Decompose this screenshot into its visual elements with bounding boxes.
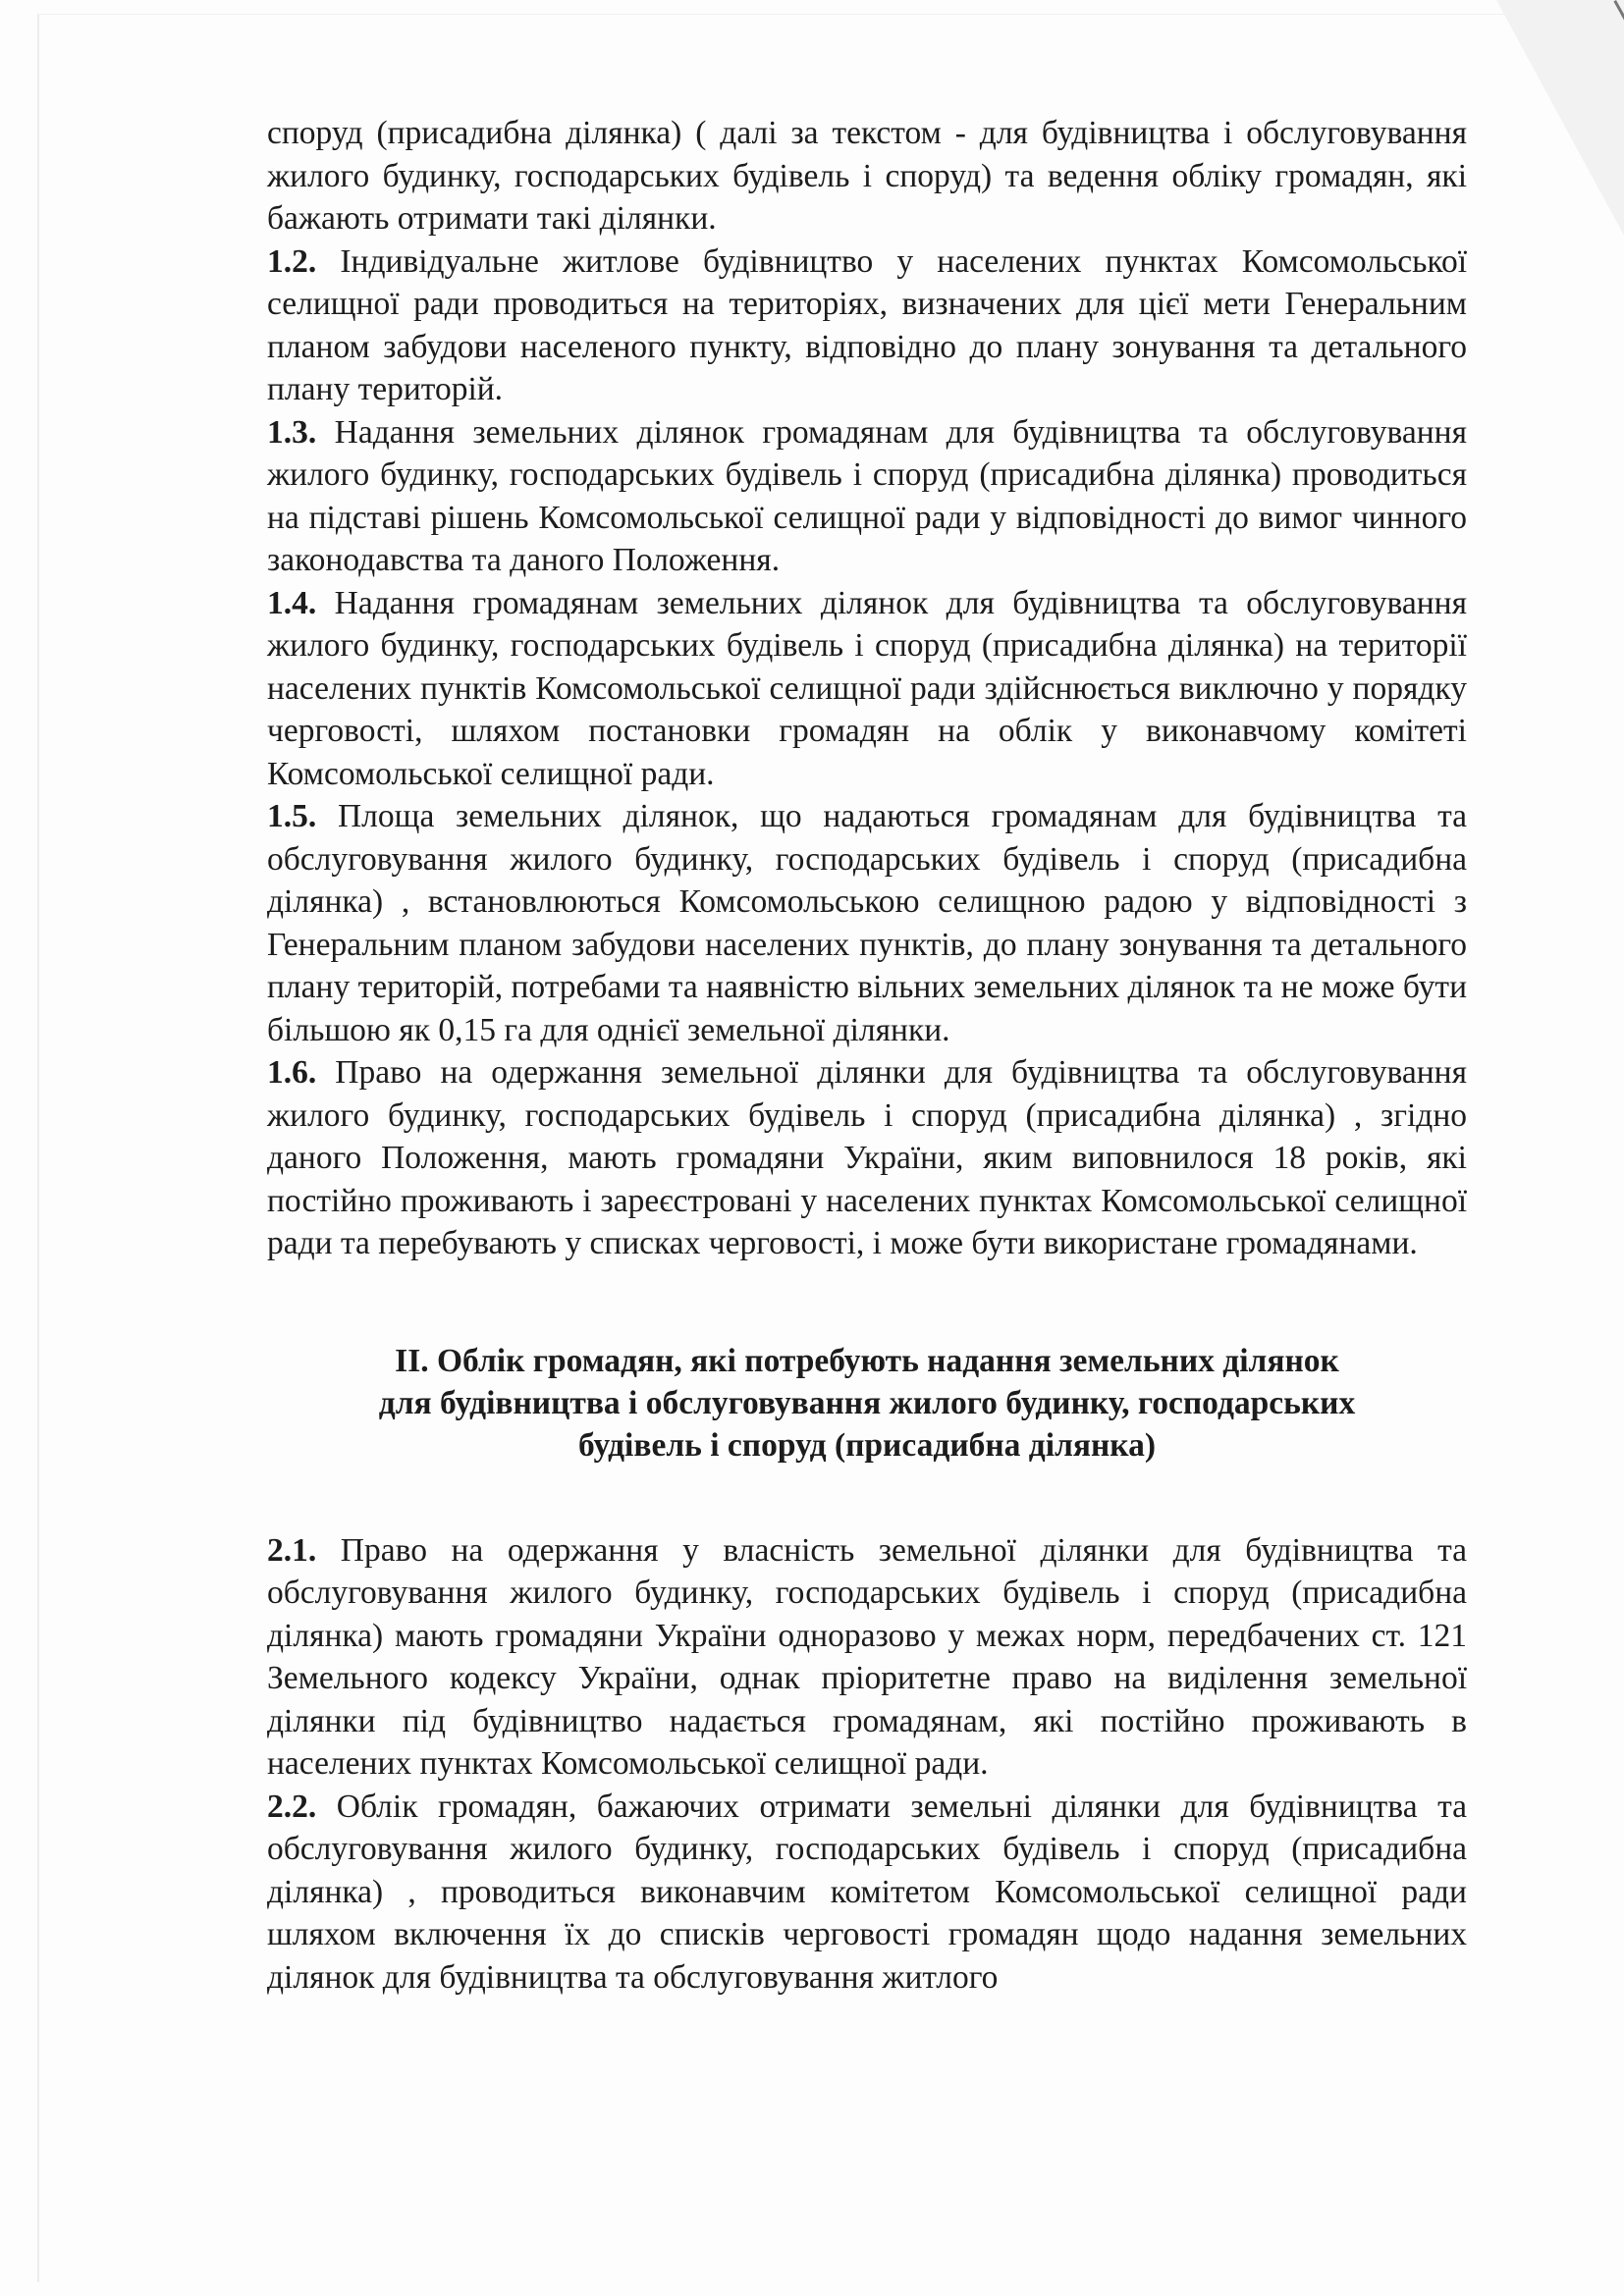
clause-1-4 bbox=[267, 582, 1467, 796]
heading-line: для будівництва і обслуговування жилого будинку, господарських bbox=[378, 1384, 1356, 1421]
clause-1-3 bbox=[267, 411, 1467, 582]
clause-text: Облік громадян, бажаючих отримати земельні ділянки для будівництва та обслуговування жилого будинку, господарських будівель і споруд (присадибна ділянка) , проводиться виконавчим комітетом Комсомольської селищної ради шляхом включення їх до списків черговості громадян щодо надання земельних ділянок для будівництва та обслуговування житлого bbox=[267, 1788, 1467, 1996]
clause-2-1 bbox=[267, 1529, 1467, 1786]
clause-number: 1.5. bbox=[267, 798, 317, 834]
clause-number: 2.2. bbox=[267, 1788, 317, 1825]
heading-line: будівель і споруд (присадибна ділянка) bbox=[578, 1426, 1156, 1464]
clause-1-2 bbox=[267, 240, 1467, 411]
clause-number: 1.2. bbox=[267, 242, 317, 280]
clause-text: Право на одержання земельної ділянки для будівництва та обслуговування жилого будинку, господарських будівель і споруд (присадибна ділянка) , згідно даного Положення, мають громадяни України, яким виповнилося 18 років, які постійно проживають і зареєстровані у населених пунктах Комсомольської селищної ради та перебувають у списках черговості, і може бути використане громадянами. bbox=[267, 1054, 1467, 1261]
section-2-heading bbox=[267, 1340, 1467, 1467]
document-body bbox=[267, 112, 1467, 1999]
clause-number: 2.1. bbox=[267, 1531, 317, 1569]
clause-number: 1.6. bbox=[267, 1054, 317, 1091]
clause-2-2 bbox=[267, 1786, 1467, 2000]
clause-number: 1.3. bbox=[267, 413, 317, 451]
clause-1-6 bbox=[267, 1051, 1467, 1265]
folded-corner bbox=[1496, 0, 1624, 236]
clause-text: Індивідуальне житлове будівництво у населених пунктах Комсомольської селищної ради проводиться на територіях, визначених для цієї мети Генеральним планом забудови населеного пункту, відповідно до плану зонування та детального плану територій. bbox=[267, 242, 1468, 407]
heading-line: II. Облік громадян, які потребують надання земельних ділянок bbox=[395, 1342, 1339, 1379]
clause-1-5 bbox=[267, 795, 1467, 1051]
clause-text: Право на одержання у власність земельної ділянки для будівництва та обслуговування жилого будинку, господарських будівель і споруд (присадибна ділянка) мають громадяни України одноразово у межах норм, передбачених ст. 121 Земельного кодексу України, однак пріоритетне право на виділення земельної ділянки під будівництво надається громадянам, які постійно проживають в населених пунктах Комсомольської селищної ради. bbox=[267, 1531, 1468, 1782]
clause-number: 1.4. bbox=[267, 584, 317, 621]
clause-text: Площа земельних ділянок, що надаються громадянам для будівництва та обслуговування жилого будинку, господарських будівель і споруд (присадибна ділянка) , встановлюються Комсомольською селищною радою у відповідності з Генеральним планом забудови населених пунктів, до плану зонування та детального плану територій, потребами та наявністю вільних земельних ділянок та не може бути більшою як 0,15 га для однієї земельної ділянки. bbox=[267, 798, 1467, 1048]
section-2-items bbox=[267, 1529, 1467, 2000]
clause-text: Надання громадянам земельних ділянок для будівництва та обслуговування жилого будинку, господарських будівель і споруд (присадибна ділянка) на території населених пунктів Комсомольської селищної ради здійснюється виключно у порядку черговості, шляхом постановки громадян на облік у виконавчому комітеті Комсомольської селищної ради. bbox=[267, 584, 1467, 792]
section-1-items bbox=[267, 240, 1467, 1265]
clause-text: Надання земельних ділянок громадянам для будівництва та обслуговування жилого будинку, господарських будівель і споруд (присадибна ділянка) проводиться на підставі рішень Комсомольської селищної ради у відповідності до вимог чинного законодавства та даного Положення. bbox=[267, 413, 1467, 578]
intro-paragraph: споруд (присадибна ділянка) ( далі за текстом - для будівництва і обслуговування жилого будинку, господарських будівель і споруд) та ведення обліку громадян, які бажають отримати такі ділянки. bbox=[267, 115, 1467, 237]
